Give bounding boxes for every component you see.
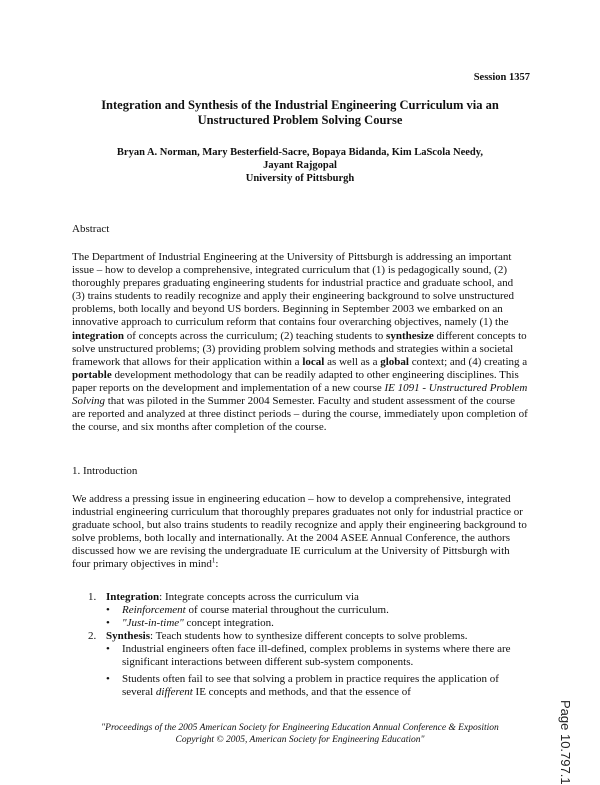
course-title: IE 1091 - Unstructured Problem Solving [72,381,528,408]
page-number: Page 10.797.1 [558,700,573,785]
bullet-emphasis: Reinforcement [122,604,186,617]
keyword-synthesize: synthesize [386,329,434,342]
objective-term: Integration [106,591,160,603]
objectives-list [72,591,532,699]
abstract-text: The Department of Industrial Engineering at the University of Pittsburgh is addressing an important issue – how to develop a comprehensive, integrated curriculum that (1) is pedagogically sound, (2) thoroughly prepares graduating engineering students for industrial practice and graduate school, and (3) trains students to readily recognize and apply their engineering background to solve unstructured problems, both locally and beyond US borders. Beginning in September 2003 we embarked on an innovative approach to curriculum reform that contains four overarching objectives, namely (1) the [72,251,515,329]
abstract-text: of concepts across the curriculum; (2) teaching students to [123,329,387,342]
keyword-portable: portable [72,368,112,381]
footnote-marker[interactable]: 1 [211,556,216,565]
objective-item [72,630,532,643]
bullet-text: Industrial engineers often face ill-defined, complex problems in systems where there are significant interactions between different sub-system components. [122,643,511,669]
bullet-text: IE concepts and methods, and that the essence of [192,685,411,698]
introduction-heading: 1. Introduction [72,465,138,477]
abstract-text: different concepts to solve unstructured problems; (3) providing problem solving methods and strategies within a societal framework that allows for their application within a [72,329,527,368]
list-item [72,643,532,669]
objective-bullets [72,604,532,630]
objective-desc: : Teach students how to synthesize different concepts to solve problems. [150,630,468,643]
abstract-text: that was piloted in the Summer 2004 Semester. Faculty and student assessment of the course are reported and analyzed at three distinct periods – during the course, immediately upon completion of the course, and six months after completion of the course. [72,395,528,434]
bullet-icon: • [106,604,110,617]
objective-term: Synthesis [106,630,151,643]
affiliation: University of Pittsburgh [245,173,355,184]
list-item [72,604,532,617]
bullet-text: concept integration. [183,617,274,630]
bullet-icon: • [106,672,110,685]
bullet-icon: • [106,617,110,630]
objective-desc: : Integrate concepts across the curriculum via [159,591,359,603]
keyword-global: global [380,355,409,368]
bullet-text: of course material throughout the curriculum. [185,604,389,617]
footer-proceedings: "Proceedings of the 2005 American Society for Engineering Education Annual Conference & Exposition [101,723,499,733]
introduction-text: We address a pressing issue in engineering education – how to develop a comprehensive, integrated industrial engineering curriculum that thoroughly prepares graduates not only for industrial practice or graduate school, but also trains students to readily recognize and apply their engineering background to solve problems, both locally and internationally. At the 2004 ASEE Annual Conference, the authors discussed how we are revising the undergraduate IE curriculum at the University of Pittsburgh with four primary objectives in mind [72,493,527,571]
keyword-integration: integration [72,329,124,342]
bullet-text: Students often fail to see that solving a problem in practice requires the application of several [122,672,499,698]
session-label: Session 1357 [473,72,530,83]
abstract-text: as well as a [324,355,381,368]
bullet-emphasis: different [155,685,193,698]
bullet-emphasis: "Just-in-time" [122,617,184,630]
objective-number: 2. [88,630,97,643]
list-item [72,617,532,630]
paper-title: Integration and Synthesis of the Industrial Engineering Curriculum via an Unstructured Problem Solving Course [101,98,499,127]
author-names-cont: Jayant Rajgopal [263,160,337,171]
introduction-body [72,493,528,572]
objective-item [72,591,532,604]
page-footer [60,722,540,746]
bullet-icon: • [106,643,110,656]
objective-number: 1. [88,591,97,603]
objective-bullets [72,643,532,698]
introduction-text-end: : [215,558,219,571]
author-block [72,146,528,185]
author-names: Bryan A. Norman, Mary Besterfield-Sacre, Bopaya Bidanda, Kim LaScola Needy, [116,147,484,158]
footer-copyright: Copyright © 2005, American Society for Engineering Education" [175,735,425,745]
keyword-local: local [302,355,325,368]
list-item [72,673,532,699]
abstract-body [72,251,528,434]
abstract-text: context; and (4) creating a [408,355,528,368]
abstract-heading: Abstract [72,223,110,235]
abstract-text: development methodology that can be readily adapted to other engineering disciplines. This paper reports on the development and implementation of a new course [72,368,519,394]
